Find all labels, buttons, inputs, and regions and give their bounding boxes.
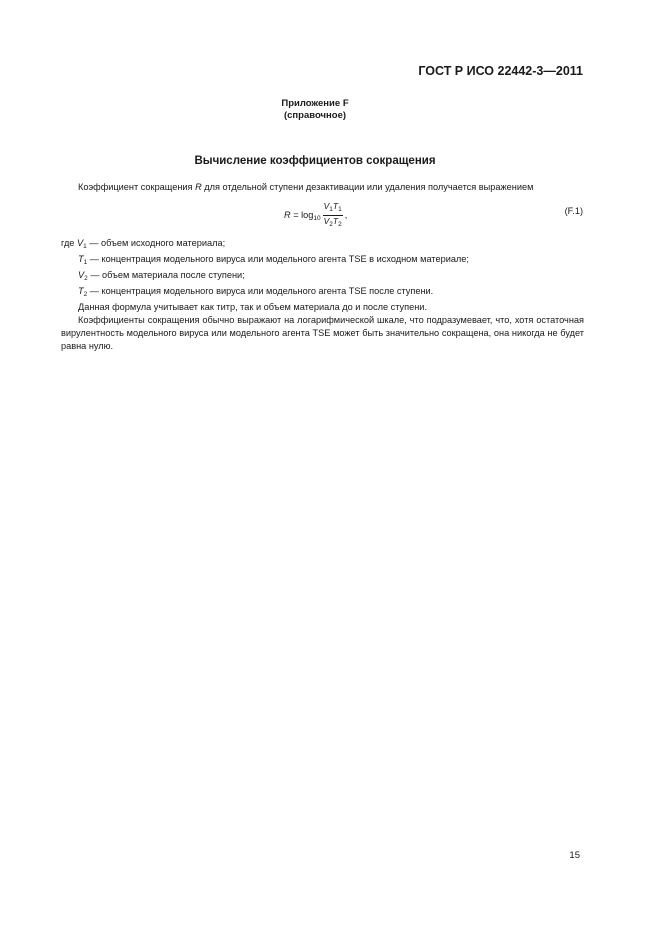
denominator-v-sub: 2 xyxy=(329,221,333,228)
formula-comma: , xyxy=(344,209,348,220)
definition-text: — объем исходного материала; xyxy=(86,238,226,248)
definition-item xyxy=(61,285,584,301)
definition-text: — концентрация модельного вируса или модельного агента TSE в исходном материале; xyxy=(87,254,469,264)
numerator-v-sub: 1 xyxy=(329,206,333,213)
numerator-t-sub: 1 xyxy=(338,206,342,213)
note-reduction-factors: Коэффициенты сокращения обычно выражают на логарифмической шкале, что подразумевает, что, хотя остаточная вирулентность модельного вируса или модельного агента TSE может быть значительно сокращена, она никогда не будет равна нулю. xyxy=(61,315,584,351)
numerator-v: V xyxy=(323,201,330,211)
formula-fraction xyxy=(323,201,343,230)
denominator-t: T xyxy=(332,216,339,226)
formula-numerator xyxy=(323,201,343,216)
definition-text: — объем материала после ступени; xyxy=(87,270,245,280)
annex-type: (справочное) xyxy=(283,110,347,121)
formula-number: (F.1) xyxy=(564,206,583,216)
note-formula: Данная формула учитывает как титр, так и объем материала до и после ступени. xyxy=(78,302,427,312)
definitions-block xyxy=(61,237,584,353)
definition-subscript: 1 xyxy=(83,259,88,266)
definition-subscript: 1 xyxy=(83,243,87,250)
definition-item xyxy=(61,269,584,285)
definition-symbol: T xyxy=(78,286,84,296)
formula-log-base: 10 xyxy=(313,214,321,222)
document-code: ГОСТ Р ИСО 22442-3—2011 xyxy=(418,64,583,78)
page-number: 15 xyxy=(569,850,580,861)
intro-paragraph xyxy=(78,181,533,194)
formula xyxy=(284,201,347,231)
definition-subscript: 2 xyxy=(84,275,88,282)
section-title: Вычисление коэффициентов сокращения xyxy=(194,155,436,167)
definition-text: — концентрация модельного вируса или модельного агента TSE после ступени. xyxy=(87,286,434,296)
definition-item xyxy=(61,237,584,253)
definition-symbol: V xyxy=(76,238,84,248)
definition-symbol: V xyxy=(78,270,85,280)
definitions-where: где xyxy=(61,238,75,248)
annex-label: Приложение F xyxy=(281,98,349,109)
intro-variable: R xyxy=(195,182,202,192)
definition-symbol: T xyxy=(78,254,84,264)
definition-subscript: 2 xyxy=(83,291,88,298)
formula-denominator xyxy=(323,216,343,230)
denominator-t-sub: 2 xyxy=(338,221,342,228)
numerator-t: T xyxy=(332,201,339,211)
annex-heading xyxy=(0,98,630,122)
definition-item xyxy=(61,253,584,269)
intro-text-after: для отдельной ступени дезактивации или удаления получается выражением xyxy=(204,182,534,192)
intro-text-before: Коэффициент сокращения xyxy=(78,182,193,192)
formula-lhs: R xyxy=(284,209,291,220)
denominator-v: V xyxy=(323,216,330,226)
formula-log: = log xyxy=(290,209,314,220)
